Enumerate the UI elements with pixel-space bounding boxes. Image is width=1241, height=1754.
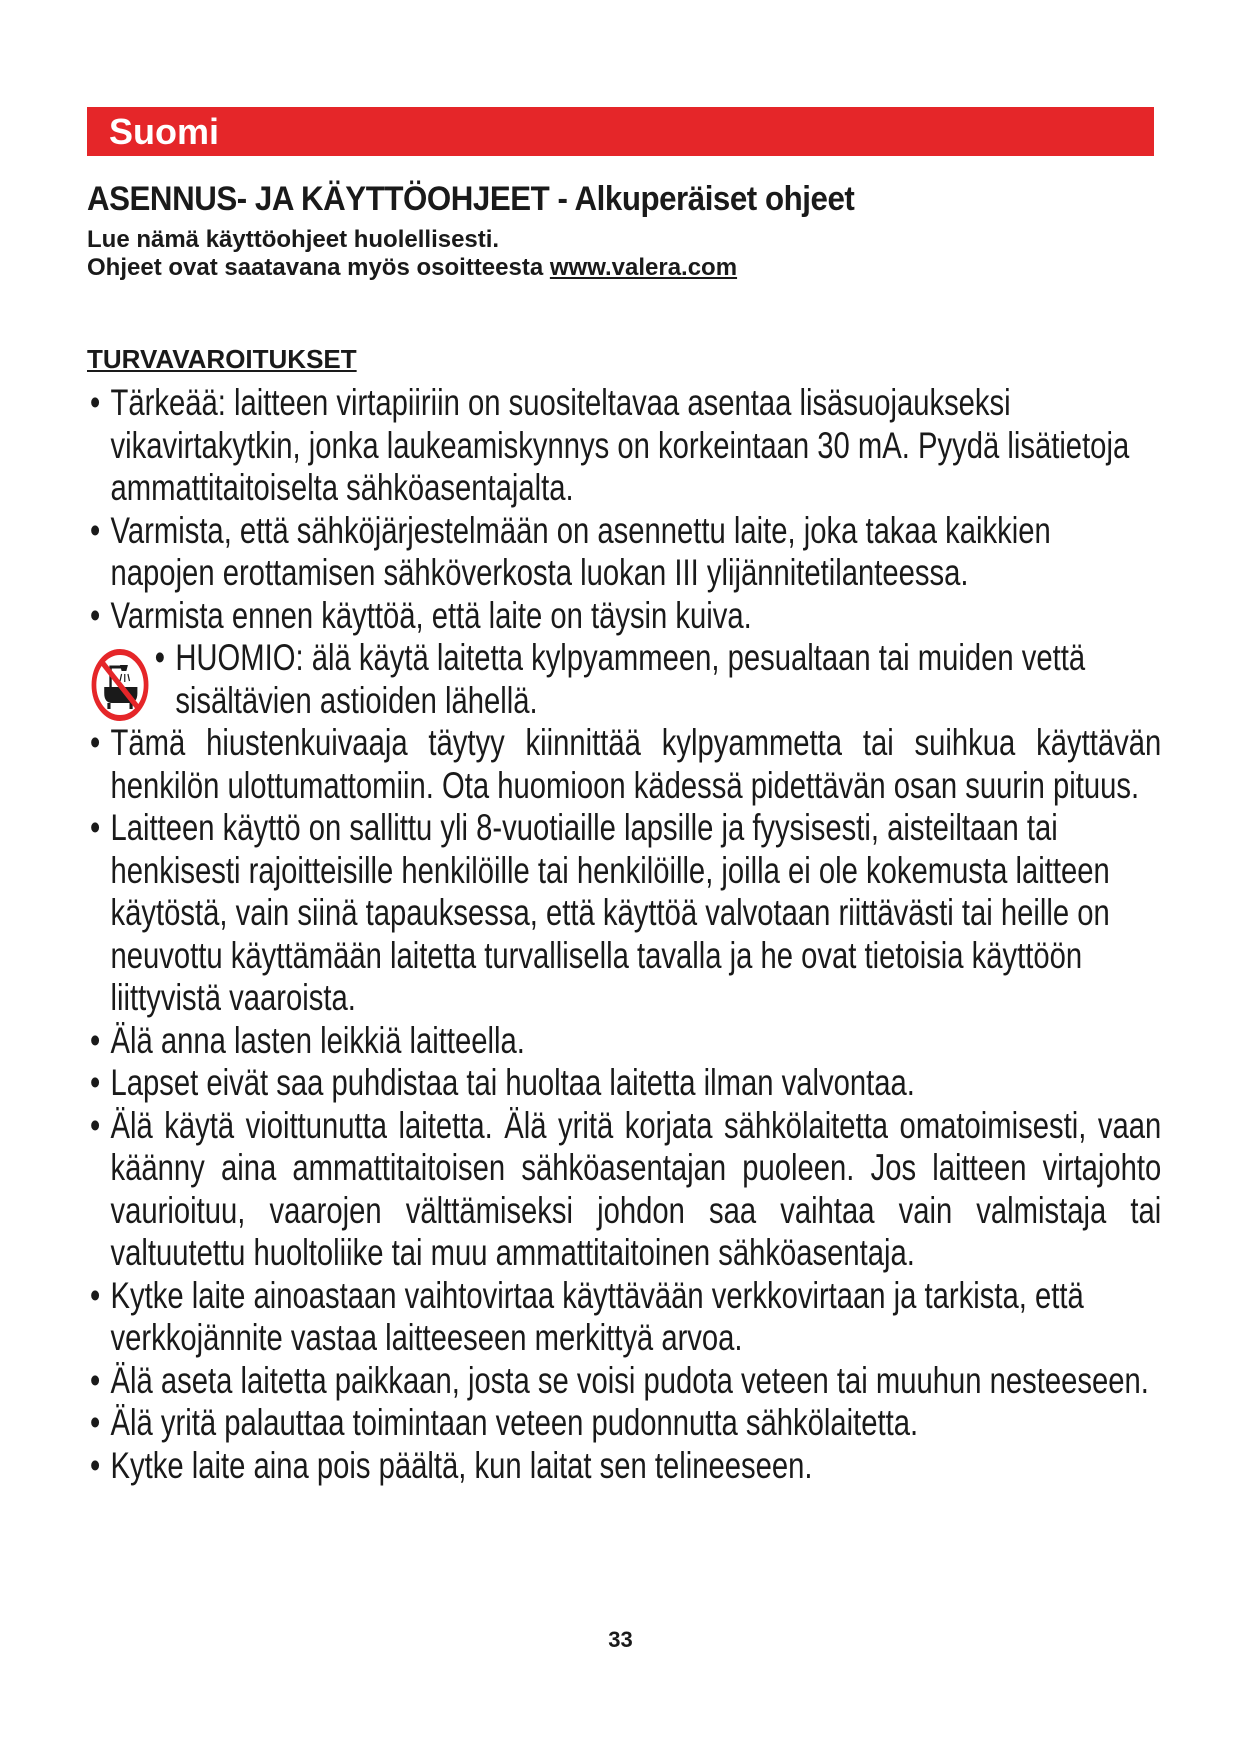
- page-number: 33: [608, 1627, 633, 1652]
- bullet: •: [90, 594, 101, 636]
- list-item-text: Tärkeää: laitteen virtapiiriin on suositeltavaa asentaa lisäsuojaukseksi vikavirtakytkin, jonka laukeamiskynnys on korkeintaan 30 mA. Pyydä lisätietoja ammattitaitoiselta sähköasentajalta.: [110, 382, 1130, 508]
- list-item-text: Laitteen käyttö on sallittu yli 8-vuotiaille lapsille ja fyysisesti, aisteiltaan tai henkisesti rajoitteisille henkilöille tai henkilöille, joilla ei ole kokemusta laitteen käytöstä, vain siinä tapauksessa, että käyttöä valvotaan riittävästi tai heille on neuvottu käyttämään laitetta turvallisella tavalla ja he ovat tietoisia käyttöön liittyvistä vaaroista.: [110, 807, 1110, 1018]
- bullet: •: [90, 807, 101, 848]
- list-item-text: Varmista, että sähköjärjestelmään on asennettu laite, joka takaa kaikkien napojen erottamisen sähköverkosta luokan III ylijännitetilanteessa.: [110, 509, 1051, 593]
- list-item: [90, 382, 1161, 510]
- list-item: [90, 595, 1161, 638]
- bullet: •: [90, 1359, 101, 1401]
- bullet: •: [90, 1019, 101, 1061]
- list-item-text: Älä anna lasten leikkiä laitteella.: [110, 1019, 525, 1061]
- safety-warnings-list: [90, 382, 1220, 1487]
- list-item-text: Tämä hiustenkuivaaja täytyy kiinnittää kylpyammetta tai suihkua käyttävän henkilön ulottumattomiin. Ota huomioon kädessä pidettävän osan suurin pituus.: [110, 722, 1162, 806]
- list-item: [90, 510, 1161, 595]
- bullet: •: [90, 1444, 101, 1486]
- list-item-text: Varmista ennen käyttöä, että laite on täysin kuiva.: [110, 594, 752, 636]
- list-item-text: Lapset eivät saa puhdistaa tai huoltaa laitetta ilman valvontaa.: [110, 1062, 915, 1103]
- list-item: [90, 1275, 1161, 1360]
- list-item-text: Kytke laite ainoastaan vaihtovirtaa käyttävään verkkovirtaan ja tarkista, että verkkojännite vastaa laitteeseen merkittyä arvoa.: [110, 1274, 1084, 1358]
- list-item: [90, 807, 1161, 1020]
- no-bath-shower-icon: [90, 647, 163, 723]
- safety-warnings-heading: TURVAVAROITUKSET: [87, 344, 357, 374]
- bullet: •: [90, 509, 101, 551]
- list-item-text: Älä aseta laitetta paikkaan, josta se voisi pudota veteen tai muuhun nesteeseen.: [110, 1359, 1149, 1401]
- list-item-bath-warning: [90, 637, 1226, 722]
- page-title: ASENNUS- JA KÄYTTÖOHJEET - Alkuperäiset ohjeet: [87, 180, 855, 218]
- list-item: [90, 1445, 1161, 1488]
- valera-website-link[interactable]: www.valera.com: [549, 254, 738, 281]
- language-label: Suomi: [109, 111, 220, 152]
- subtitle-read-carefully: Lue nämä käyttöohjeet huolellisesti.: [87, 226, 500, 253]
- bullet: •: [90, 1062, 101, 1103]
- language-header-bar: [87, 107, 1154, 156]
- bullet: •: [90, 722, 101, 763]
- bullet: •: [90, 1402, 101, 1443]
- list-item-text: HUOMIO: älä käytä laitetta kylpyammeen, pesualtaan tai muiden vettä sisältävien astioiden lähellä.: [175, 637, 1086, 721]
- list-item: [90, 1105, 1161, 1275]
- list-item: [90, 722, 1161, 807]
- list-item-text: Kytke laite aina pois päältä, kun laitat sen telineeseen.: [110, 1444, 813, 1486]
- list-item: [90, 1020, 1161, 1063]
- list-item: [90, 1062, 1161, 1105]
- subtitle-availability: [87, 254, 737, 282]
- list-item: [90, 1360, 1161, 1403]
- subtitle-availability-text: Ohjeet ovat saatavana myös osoitteesta: [87, 254, 550, 281]
- list-item-text: Älä käytä vioittunutta laitetta. Älä yritä korjata sähkölaitetta omatoimisesti, vaan käänny aina ammattitaitoisen sähköasentajan puoleen. Jos laitteen virtajohto vaurioituu, vaarojen välttämiseksi johdon saa vaihtaa vain valmistaja tai valtuutettu huoltoliike tai muu ammattitaitoinen sähköasentaja.: [110, 1104, 1162, 1273]
- list-item-text: Älä yritä palauttaa toimintaan veteen pudonnutta sähkölaitetta.: [110, 1402, 919, 1443]
- bullet: •: [90, 382, 101, 423]
- bullet: •: [90, 1274, 101, 1316]
- bullet: •: [90, 1104, 101, 1146]
- list-item: [90, 1402, 1161, 1445]
- bullet: •: [154, 637, 166, 678]
